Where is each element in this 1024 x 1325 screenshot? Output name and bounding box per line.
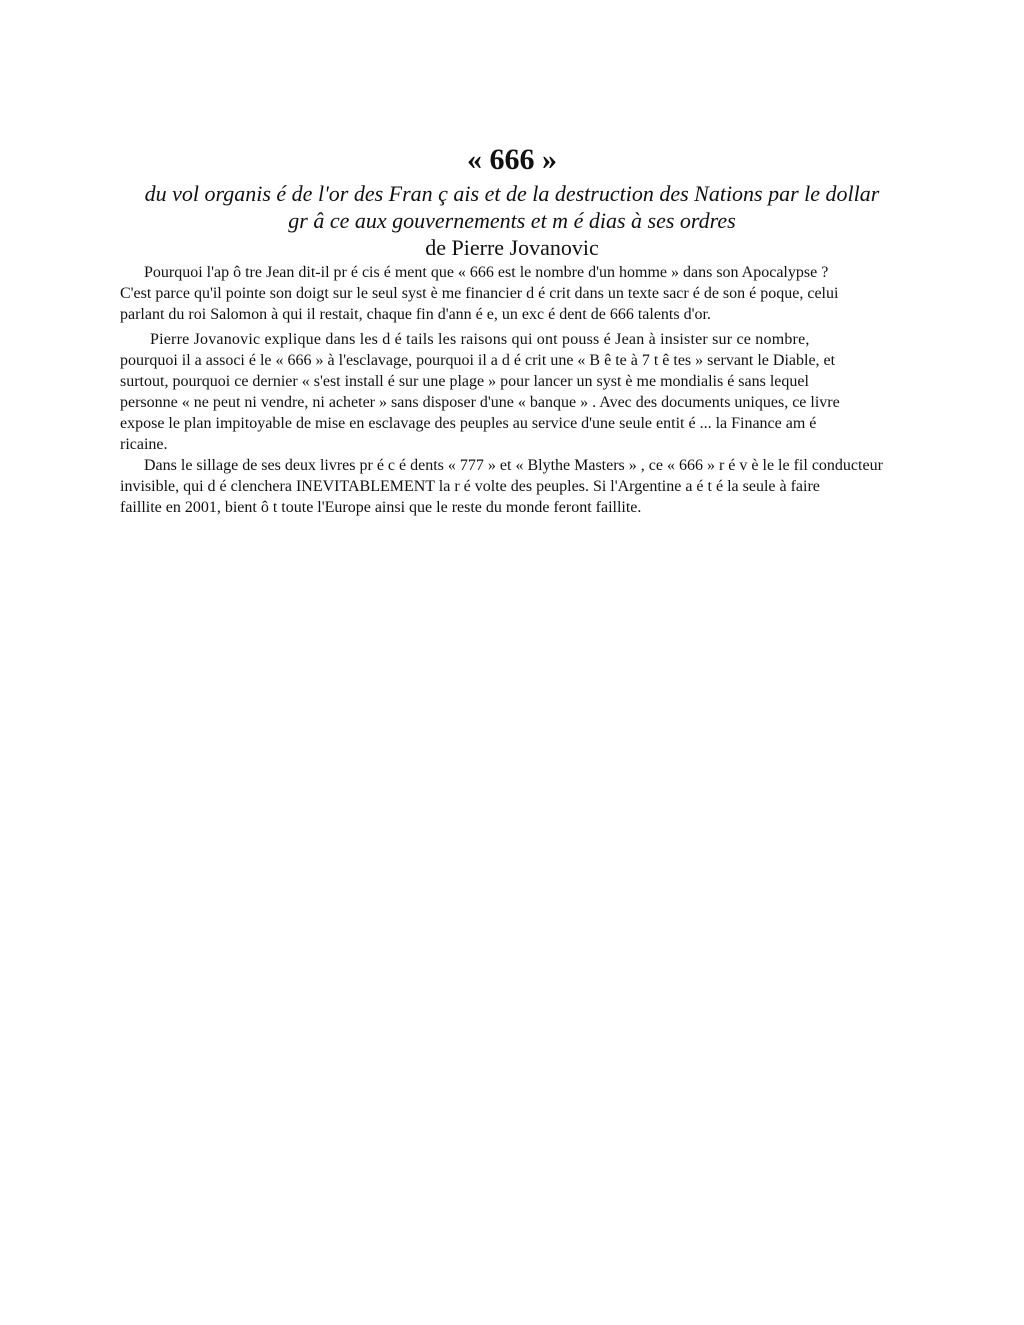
paragraph-line: C'est parce qu'il pointe son doigt sur le seul syst è me financier d é crit dans un texte sacr é de son é poque, celui (120, 285, 839, 302)
paragraph-3 (120, 455, 904, 518)
paragraph-line: surtout, pourquoi ce dernier « s'est install é sur une plage » pour lancer un syst è me mondialis é sans lequel (120, 373, 809, 390)
subtitle-line-1: du vol organis é de l'or des Fran ç ais et de la destruction des Nations par le dollar (144, 181, 880, 206)
paragraph-line: Dans le sillage de ses deux livres pr é c é dents « 777 » et « Blythe Masters » , ce « 666 » r é v è le le fil conducteur (144, 457, 883, 474)
author-line: de Pierre Jovanovic (425, 235, 599, 260)
book-title: « 666 » (467, 143, 557, 176)
paragraph-line: invisible, qui d é clenchera INEVITABLEMENT la r é volte des peuples. Si l'Argentine a é t é la seule à faire (120, 478, 820, 495)
paragraph-line: Pierre Jovanovic explique dans les d é tails les raisons qui ont pouss é Jean à insister sur ce nombre, (150, 331, 810, 348)
paragraph-line: personne « ne peut ni vendre, ni acheter » sans disposer d'une « banque » . Avec des documents uniques, ce livre (120, 394, 840, 411)
paragraph-line: faillite en 2001, bient ô t toute l'Europe ainsi que le reste du monde feront faillite. (120, 499, 642, 516)
paragraph-line: Pourquoi l'ap ô tre Jean dit-il pr é cis é ment que « 666 est le nombre d'un homme » dans son Apocalypse ? (144, 264, 829, 281)
paragraph-line: ricaine. (120, 436, 168, 453)
document-content (120, 140, 904, 518)
subtitle-line-2: gr â ce aux gouvernements et m é dias à ses ordres (288, 208, 736, 233)
paragraph-line: expose le plan impitoyable de mise en esclavage des peuples au service d'une seule entit é ... la Finance am é (120, 415, 817, 432)
paragraph-1 (120, 262, 904, 325)
paragraph-line: pourquoi il a associ é le « 666 » à l'esclavage, pourquoi il a d é crit une « B ê te à 7 t ê tes » servant le Diable, et (120, 352, 836, 369)
paragraph-line: parlant du roi Salomon à qui il restait, chaque fin d'ann é e, un exc é dent de 666 talents d'or. (120, 306, 711, 323)
paragraph-2 (120, 329, 904, 455)
